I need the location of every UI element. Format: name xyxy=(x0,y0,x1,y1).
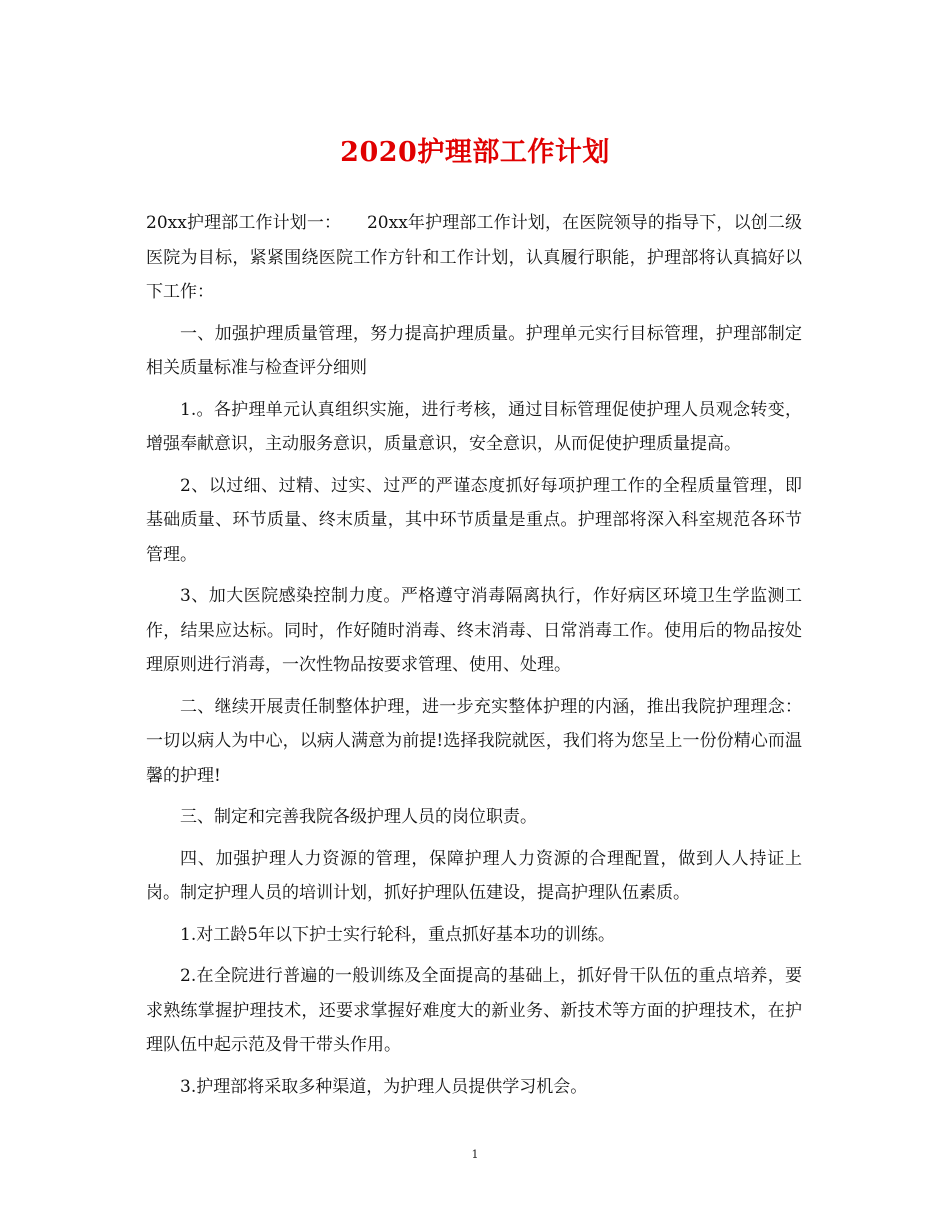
paragraph-item-1-1: 1.。各护理单元认真组织实施，进行考核，通过目标管理促使护理人员观念转变，增强奉献意识，主动服务意识，质量意识，安全意识，从而促使护理质量提高。 xyxy=(146,399,802,454)
document-body xyxy=(146,206,802,1111)
paragraph-section-3: 三、制定和完善我院各级护理人员的岗位职责。 xyxy=(180,807,537,827)
page-title: 2020护理部工作计划 xyxy=(340,137,610,168)
paragraph-section-1: 一、加强护理质量管理，努力提高护理质量。护理单元实行目标管理，护理部制定相关质量标准与检查评分细则 xyxy=(146,323,802,378)
paragraph-item-4-2: 2.在全院进行普遍的一般训练及全面提高的基础上，抓好骨干队伍的重点培养，要求熟练掌握护理技术，还要求掌握好难度大的新业务、新技术等方面的护理技术，在护理队伍中起示范及骨干带头作用。 xyxy=(146,966,802,1055)
page-number: 1 xyxy=(471,1148,479,1161)
paragraph-item-4-1: 1.对工龄5年以下护士实行轮科，重点抓好基本功的训练。 xyxy=(180,924,616,945)
paragraph-item-1-2: 2、以过细、过精、过实、过严的严谨态度抓好每项护理工作的全程质量管理，即基础质量、环节质量、终末质量，其中环节质量是重点。护理部将深入科室规范各环节管理。 xyxy=(146,475,802,565)
paragraph-section-4: 四、加强护理人力资源的管理，保障护理人力资源的合理配置，做到人人持证上岗。制定护理人员的培训计划，抓好护理队伍建设，提高护理队伍素质。 xyxy=(146,848,802,903)
paragraph-intro: 20xx护理部工作计划一： 20xx年护理部工作计划，在医院领导的指导下，以创二级医院为目标，紧紧围绕医院工作方针和工作计划，认真履行职能，护理部将认真搞好以下工作： xyxy=(146,213,802,302)
paragraph-item-4-3: 3.护理部将采取多种渠道，为护理人员提供学习机会。 xyxy=(180,1076,588,1097)
paragraph-section-2: 二、继续开展责任制整体护理，进一步充实整体护理的内涵，推出我院护理理念：一切以病人为中心，以病人满意为前提!选择我院就医，我们将为您呈上一份份精心而温馨的护理! xyxy=(146,696,802,786)
paragraph-item-1-3: 3、加大医院感染控制力度。严格遵守消毒隔离执行，作好病区环境卫生学监测工作，结果应达标。同时，作好随时消毒、终末消毒、日常消毒工作。使用后的物品按处理原则进行消毒，一次性物品按要求管理、使用、处理。 xyxy=(146,586,802,675)
